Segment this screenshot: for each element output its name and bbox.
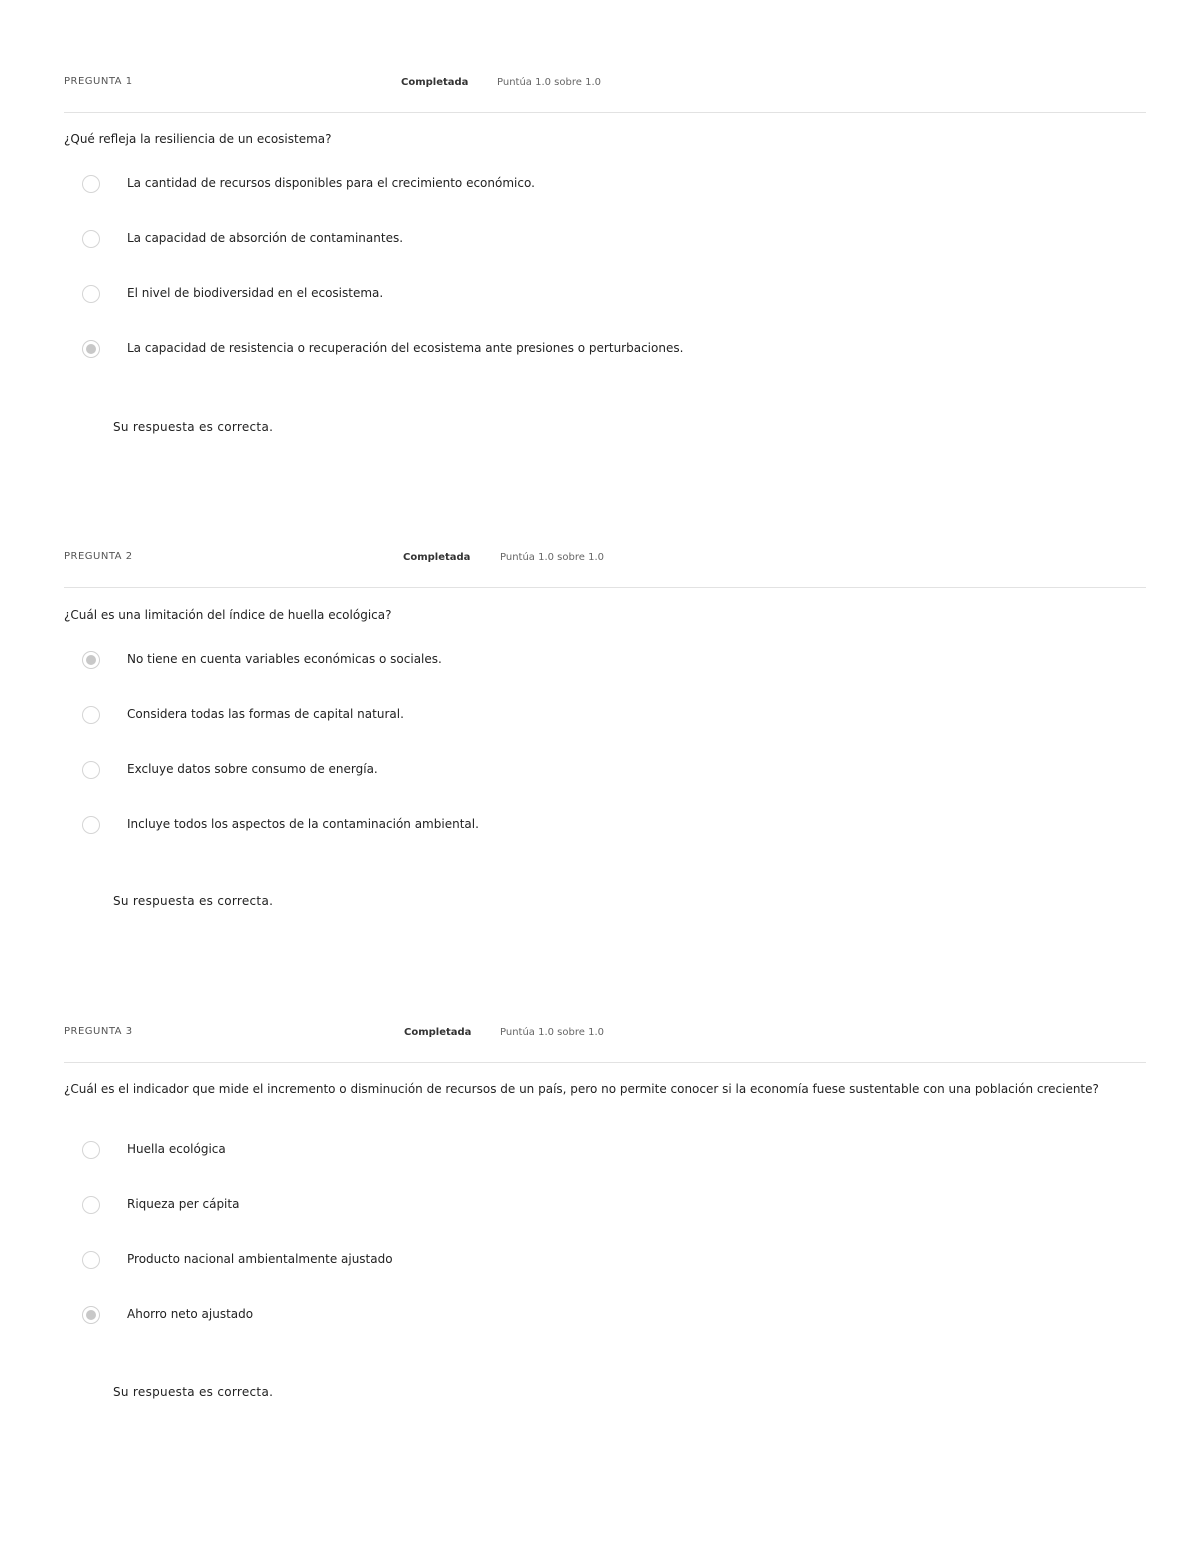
answer-option-selected[interactable] bbox=[82, 1305, 1082, 1329]
question-text: ¿Qué refleja la resiliencia de un ecosistema? bbox=[64, 132, 332, 146]
radio-button-selected[interactable] bbox=[82, 651, 100, 669]
question-text: ¿Cuál es el indicador que mide el incremento o disminución de recursos de un país, pero no permite conocer si la economía fuese sustentable con una población creciente? bbox=[64, 1082, 1099, 1096]
radio-button[interactable] bbox=[82, 285, 100, 303]
radio-button[interactable] bbox=[82, 1196, 100, 1214]
answer-option[interactable] bbox=[82, 1250, 1082, 1274]
answer-option-selected[interactable] bbox=[82, 650, 1082, 674]
answer-feedback: Su respuesta es correcta. bbox=[113, 420, 274, 434]
answer-option-label: La capacidad de absorción de contaminantes. bbox=[127, 231, 404, 245]
question-status: Completada bbox=[403, 552, 471, 563]
question-number: PREGUNTA 3 bbox=[64, 1026, 133, 1037]
answer-option-label: La cantidad de recursos disponibles para el crecimiento económico. bbox=[127, 176, 535, 190]
answer-option[interactable] bbox=[82, 1140, 1082, 1164]
answer-option-label: Huella ecológica bbox=[127, 1142, 226, 1156]
question-text: ¿Cuál es una limitación del índice de huella ecológica? bbox=[64, 608, 392, 622]
radio-button-selected[interactable] bbox=[82, 1306, 100, 1324]
answer-option-label: Riqueza per cápita bbox=[127, 1197, 240, 1211]
question-number: PREGUNTA 2 bbox=[64, 551, 133, 562]
answer-option-label: Excluye datos sobre consumo de energía. bbox=[127, 762, 378, 776]
radio-button[interactable] bbox=[82, 230, 100, 248]
answer-option[interactable] bbox=[82, 705, 1082, 729]
question-score: Puntúa 1.0 sobre 1.0 bbox=[500, 552, 604, 563]
radio-button[interactable] bbox=[82, 706, 100, 724]
answer-feedback: Su respuesta es correcta. bbox=[113, 1385, 274, 1399]
answer-option-label: El nivel de biodiversidad en el ecosistema. bbox=[127, 286, 384, 300]
answer-option[interactable] bbox=[82, 815, 1082, 839]
question-score: Puntúa 1.0 sobre 1.0 bbox=[497, 77, 601, 88]
answer-option-label: Incluye todos los aspectos de la contaminación ambiental. bbox=[127, 817, 479, 831]
question-header bbox=[64, 1022, 1146, 1063]
answer-option-label: Producto nacional ambientalmente ajustado bbox=[127, 1252, 393, 1266]
question-status: Completada bbox=[404, 1027, 472, 1038]
answer-option[interactable] bbox=[82, 174, 1082, 198]
question-number: PREGUNTA 1 bbox=[64, 76, 133, 87]
radio-button[interactable] bbox=[82, 1251, 100, 1269]
answer-feedback: Su respuesta es correcta. bbox=[113, 894, 274, 908]
radio-button[interactable] bbox=[82, 761, 100, 779]
question-header bbox=[64, 72, 1146, 113]
answer-option[interactable] bbox=[82, 760, 1082, 784]
question-score: Puntúa 1.0 sobre 1.0 bbox=[500, 1027, 604, 1038]
question-2 bbox=[64, 547, 1146, 908]
radio-button[interactable] bbox=[82, 1141, 100, 1159]
question-3 bbox=[64, 1022, 1146, 1399]
question-status: Completada bbox=[401, 77, 469, 88]
radio-button[interactable] bbox=[82, 175, 100, 193]
answer-option-label: No tiene en cuenta variables económicas o sociales. bbox=[127, 652, 442, 666]
answer-option-label: La capacidad de resistencia o recuperación del ecosistema ante presiones o perturbaciones. bbox=[127, 341, 684, 355]
radio-button[interactable] bbox=[82, 816, 100, 834]
radio-button-selected[interactable] bbox=[82, 340, 100, 358]
answer-option[interactable] bbox=[82, 1195, 1082, 1219]
answer-option[interactable] bbox=[82, 284, 1082, 308]
question-header bbox=[64, 547, 1146, 588]
answer-option-label: Ahorro neto ajustado bbox=[127, 1307, 254, 1321]
answer-option-label: Considera todas las formas de capital natural. bbox=[127, 707, 404, 721]
answer-option-selected[interactable] bbox=[82, 339, 1082, 363]
question-1 bbox=[64, 72, 1146, 434]
answer-option[interactable] bbox=[82, 229, 1082, 253]
